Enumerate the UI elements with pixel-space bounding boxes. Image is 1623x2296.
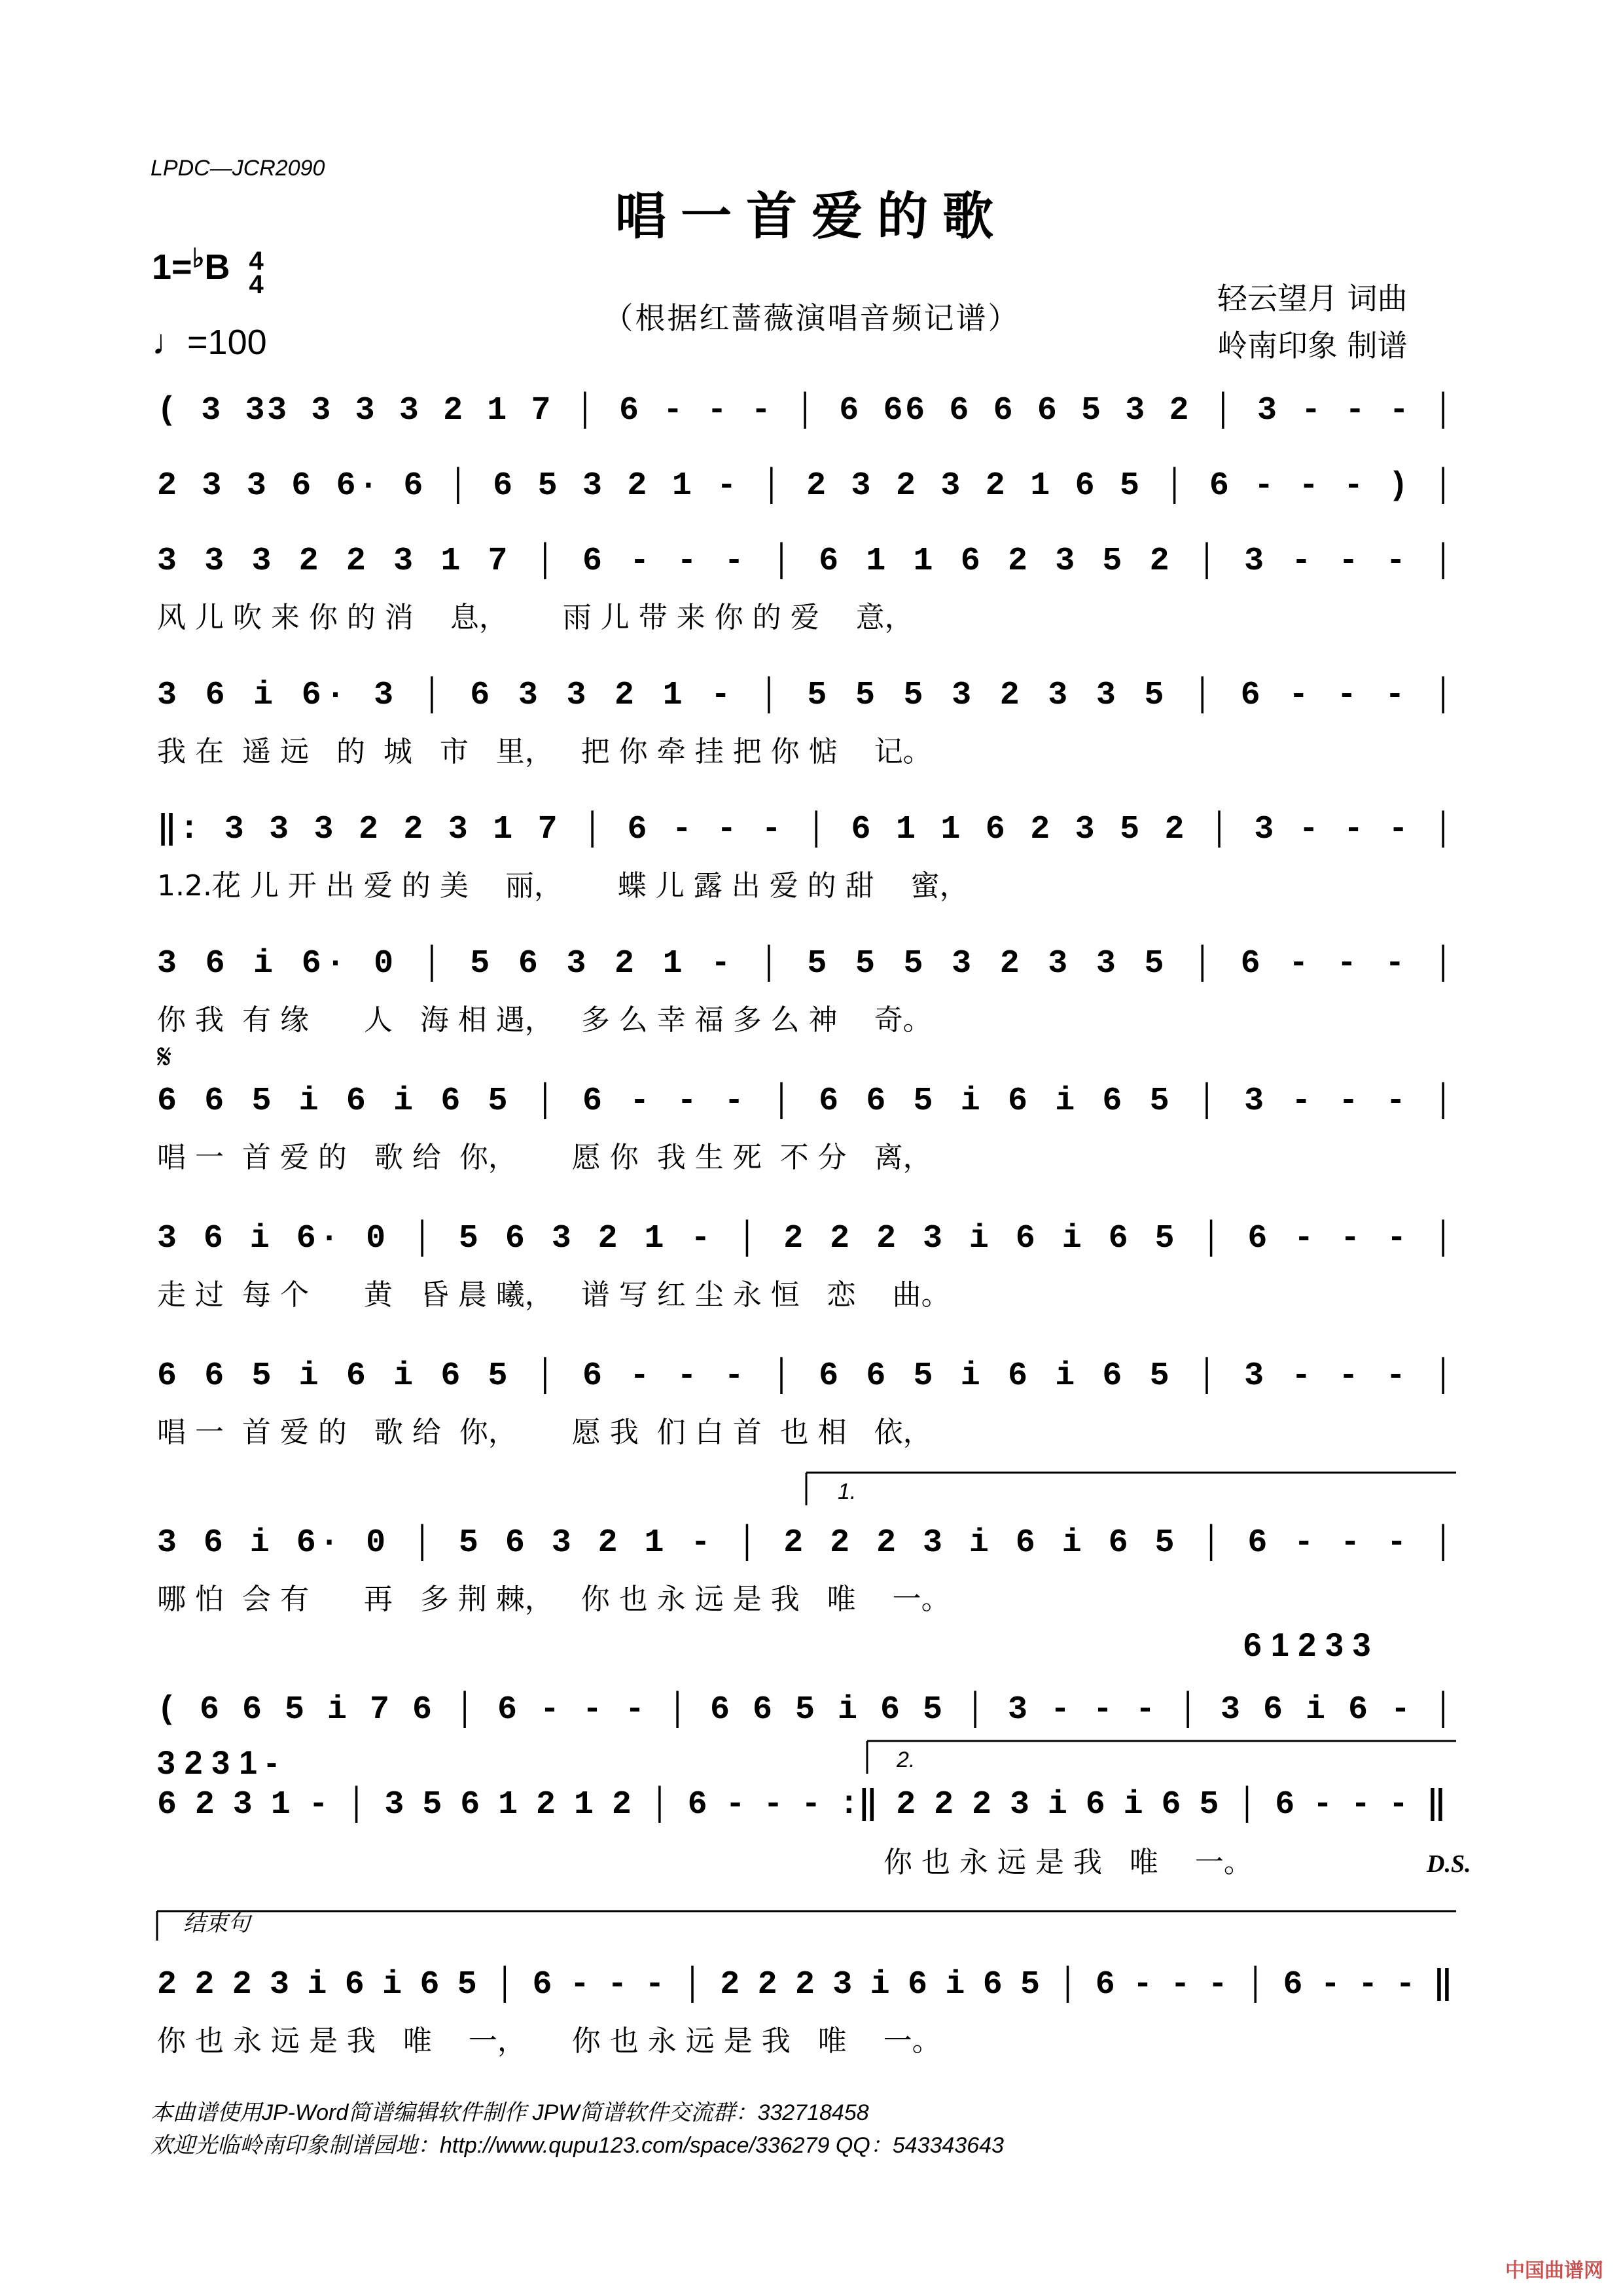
lyric-row-12: 你 也 永 远 是 我 唯 一。 xyxy=(883,1846,1253,1879)
volta-1-label: 1. xyxy=(838,1479,857,1504)
lyric-row-9: 唱 一 首 爱 的 歌 给 你， 愿 我 们 白 首 也 相 依， xyxy=(157,1416,932,1449)
lyric-row-10: 哪 怕 会 有 再 多 荆 棘， 你 也 永 远 是 我 唯 一。 xyxy=(157,1583,950,1616)
lyric-row-6: 你 我 有 缘 人 海 相 遇， 多 么 幸 福 多 么 神 奇。 xyxy=(157,1003,932,1037)
lyric-row-8: 走 过 每 个 黄 昏 晨 曦， 谱 写 红 尘 永 恒 恋 曲。 xyxy=(157,1278,950,1312)
quarter-note-icon: ♩ xyxy=(152,323,187,362)
notation-row-11: ( 6 6 5 i 7 6 │ 6 - - - │ 6 6 5 i 6 5 │ 3 - - - │ 3 6 i 6 - │ xyxy=(157,1691,1453,1729)
page-title: 唱一首爱的歌 xyxy=(615,187,1008,246)
time-top: 4 xyxy=(249,247,264,276)
score-code: LPDC—JCR2090 xyxy=(151,156,325,181)
ds-mark: D.S. xyxy=(1427,1850,1471,1878)
notation-row-9: 6 6 5 i 6 i 6 5 │ 6 - - - │ 6 6 5 i 6 i 6 5 │ 3 - - - │ xyxy=(157,1357,1453,1395)
notation-row-2: 2 3 3 6 6· 6 │ 6 5 3 2 1 - │ 2 3 2 3 2 1 6 5 │ 6 - - - ) │ xyxy=(157,467,1453,505)
notation-row-3: 3 3 3 2 2 3 1 7 │ 6 - - - │ 6 1 1 6 2 3 5 2 │ 3 - - - │ xyxy=(157,543,1453,580)
upper-notes-row-12: 3 2 3 1 - xyxy=(157,1744,277,1781)
notation-row-5: ‖: 3 3 3 2 2 3 1 7 │ 6 - - - │ 6 1 1 6 2 3 5 2 │ 3 - - - │ xyxy=(157,811,1453,848)
volta-2-label: 2. xyxy=(897,1748,916,1772)
arranger: 岭南印象 制谱 xyxy=(1217,328,1408,363)
lyric-row-7: 唱 一 首 爱 的 歌 给 你， 愿 你 我 生 死 不 分 离， xyxy=(157,1141,932,1174)
upper-notes-row-11: 6 1 2 3 3 xyxy=(1243,1626,1371,1663)
site-logo: 中国曲谱网 xyxy=(1505,2259,1603,2282)
footer-line-2: 欢迎光临岭南印象制谱园地：http://www.qupu123.com/space/336279 QQ：543343643 xyxy=(151,2133,1004,2158)
ending-label: 结束句 xyxy=(183,1910,250,1937)
flat-sign: ♭ xyxy=(192,244,205,273)
lyric-row-4: 我 在 遥 远 的 城 市 里， 把 你 牵 挂 把 你 惦 记。 xyxy=(157,735,932,768)
key-prefix: 1= xyxy=(152,247,192,287)
notation-row-10: 3 6 i 6· 0 │ 5 6 3 2 1 - │ 2 2 2 3 i 6 i 6 5 │ 6 - - - │ xyxy=(157,1524,1453,1562)
notation-row-7: 6 6 5 i 6 i 6 5 │ 6 - - - │ 6 6 5 i 6 i 6 5 │ 3 - - - │ xyxy=(157,1083,1453,1120)
notation-row-13: 2 2 2 3 i 6 i 6 5 │ 6 - - - │ 2 2 2 3 i 6 i 6 5 │ 6 - - - │ 6 - - - ‖ xyxy=(157,1966,1453,2003)
segno-sign: 𝄋 xyxy=(157,1037,172,1077)
lyric-row-13: 你 也 永 远 是 我 唯 一， 你 也 永 远 是 我 唯 一。 xyxy=(157,2024,941,2058)
subtitle: （根据红蔷薇演唱音频记谱） xyxy=(603,300,1020,336)
lyric-row-5: 1.2.花 儿 开 出 爱 的 美 丽， 蝶 儿 露 出 爱 的 甜 蜜， xyxy=(157,869,969,903)
footer-line-1: 本曲谱使用JP-Word简谱编辑软件制作 JPW简谱软件交流群：332718458 xyxy=(151,2100,869,2125)
lyric-row-3: 风 儿 吹 来 你 的 消 息， 雨 儿 带 来 你 的 爱 意， xyxy=(157,601,914,634)
notation-row-1: ( 3 33 3 3 3 2 1 7 │ 6 - - - │ 6 66 6 6 6 5 3 2 │ 3 - - - │ xyxy=(157,392,1453,429)
lyricist-composer: 轻云望月 词曲 xyxy=(1217,281,1408,316)
notation-row-4: 3 6 i 6· 3 │ 6 3 3 2 1 - │ 5 5 5 3 2 3 3 5 │ 6 - - - │ xyxy=(157,677,1453,714)
notation-row-8: 3 6 i 6· 0 │ 5 6 3 2 1 - │ 2 2 2 3 i 6 i 6 5 │ 6 - - - │ xyxy=(157,1220,1453,1257)
time-bottom: 4 xyxy=(249,270,264,299)
tempo-value: =100 xyxy=(187,323,267,362)
notation-row-6: 3 6 i 6· 0 │ 5 6 3 2 1 - │ 5 5 5 3 2 3 3 5 │ 6 - - - │ xyxy=(157,945,1453,982)
key-note: B xyxy=(204,247,230,287)
notation-row-12: 6 2 3 1 - │ 3 5 6 1 2 1 2 │ 6 - - - :‖ 2 2 2 3 i 6 i 6 5 │ 6 - - - ‖ xyxy=(157,1786,1446,1823)
